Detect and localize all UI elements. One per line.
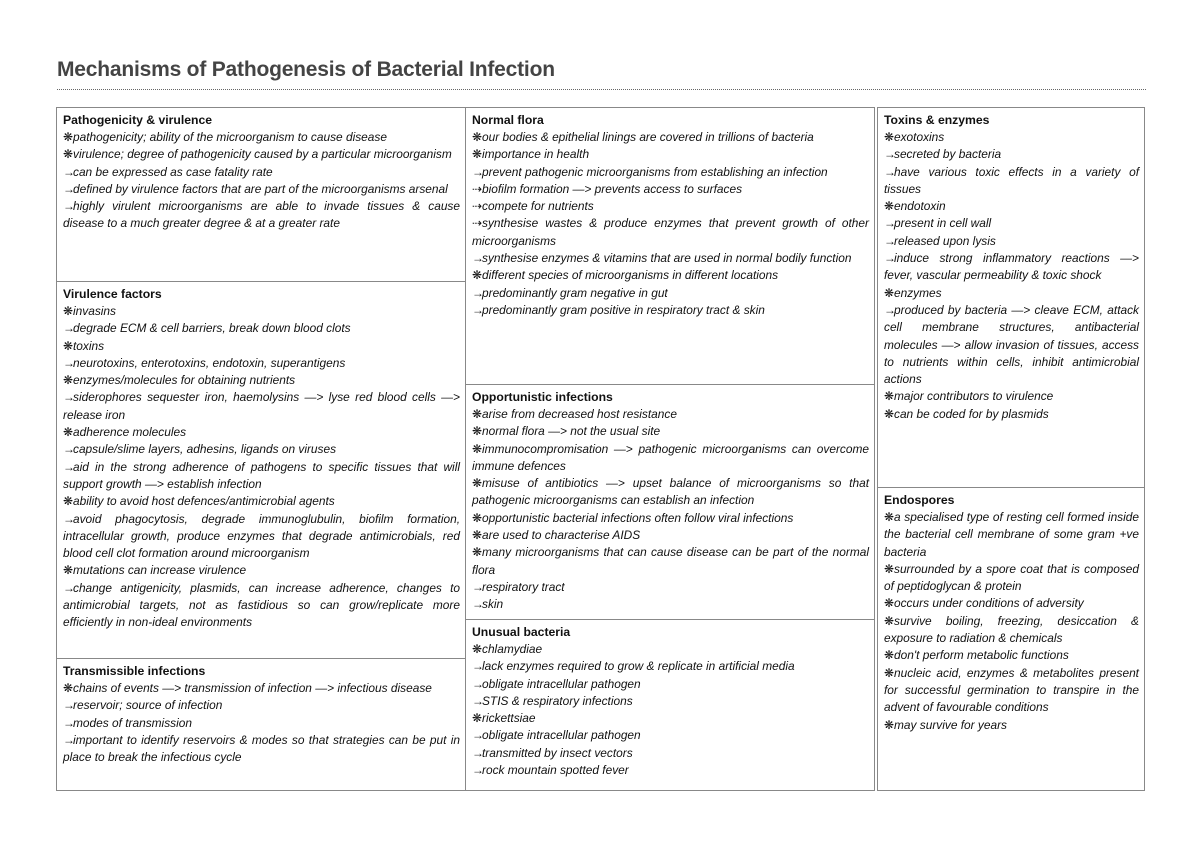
note-text: biofilm formation —> prevents access to surfaces — [482, 181, 743, 196]
arrow-icon: → — [472, 251, 484, 266]
note-text: skin — [482, 597, 504, 612]
note-line — [472, 641, 869, 658]
bullet-icon: ❋ — [472, 545, 482, 560]
arrow-icon: → — [472, 676, 484, 691]
note-line — [472, 198, 869, 215]
note-line — [63, 715, 460, 732]
note-text: adherence molecules — [73, 425, 187, 440]
note-line — [884, 595, 1139, 612]
note-text: a specialised type of resting cell formed inside the bacterial cell membrane of some gram +ve bacteria — [884, 510, 1139, 559]
page-title: Mechanisms of Pathogenesis of Bacterial Infection — [57, 58, 555, 81]
note-line — [63, 164, 460, 181]
note-line — [472, 693, 869, 710]
arrow-icon: → — [472, 164, 484, 179]
section-pathogenicity-virulence — [57, 108, 465, 281]
note-line — [63, 732, 460, 767]
section-endospores — [878, 487, 1144, 792]
bullet-icon: ❋ — [472, 642, 482, 656]
note-text: mutations can increase virulence — [73, 563, 247, 578]
bullet-icon: ❋ — [884, 717, 894, 732]
note-line — [472, 475, 869, 510]
bullet-icon: ❋ — [884, 561, 894, 576]
note-line — [63, 303, 460, 320]
note-text: transmitted by insect vectors — [482, 745, 633, 760]
note-line — [63, 424, 460, 441]
note-text: different species of microorganisms in different locations — [482, 268, 779, 283]
note-line — [472, 510, 869, 527]
bullet-icon: ❋ — [63, 130, 73, 144]
bullet-icon: ❋ — [63, 304, 73, 318]
arrow-icon: → — [884, 233, 896, 248]
note-text: virulence; degree of pathogenicity caused by a particular microorganism — [73, 147, 452, 162]
arrow-icon: → — [63, 715, 75, 730]
bullet-icon: ❋ — [472, 476, 482, 491]
note-line — [63, 146, 460, 163]
note-line — [63, 389, 460, 424]
note-text: don't perform metabolic functions — [894, 648, 1069, 663]
arrow-icon: → — [63, 580, 75, 595]
note-line — [472, 423, 869, 440]
arrow-icon: → — [472, 745, 484, 760]
note-line — [63, 320, 460, 337]
note-line — [63, 697, 460, 714]
section-heading: Pathogenicity & virulence — [63, 113, 212, 127]
note-text: rock mountain spotted fever — [482, 763, 629, 778]
note-text: degrade ECM & cell barriers, break down blood clots — [73, 321, 351, 336]
note-text: nucleic acid, enzymes & metabolites present for successful germination to transpire in the advent of favourable conditions — [884, 665, 1139, 715]
note-line — [472, 527, 869, 544]
note-text: prevent pathogenic microorganisms from establishing an infection — [482, 164, 828, 179]
bullet-icon: ❋ — [472, 711, 482, 726]
note-line — [884, 129, 1139, 146]
note-line — [472, 267, 869, 284]
note-line — [472, 710, 869, 727]
note-text: our bodies & epithelial linings are covered in trillions of bacteria — [482, 130, 814, 144]
bullet-icon: ❋ — [472, 407, 482, 421]
note-text: chlamydiae — [482, 642, 543, 656]
note-line — [884, 509, 1139, 561]
bullet-icon: ❋ — [884, 285, 894, 300]
arrow-icon: → — [472, 285, 484, 300]
arrow-icon: → — [472, 579, 484, 594]
bullet-icon: ❋ — [884, 406, 894, 421]
section-heading: Unusual bacteria — [472, 625, 571, 639]
bullet-icon: ❋ — [63, 425, 73, 440]
section-heading: Normal flora — [472, 113, 544, 127]
note-line — [472, 441, 869, 476]
note-text: ability to avoid host defences/antimicrobial agents — [73, 494, 335, 509]
bullet-icon: ❋ — [63, 373, 73, 388]
note-line — [63, 459, 460, 494]
note-text: are used to characterise AIDS — [482, 528, 641, 543]
note-line — [884, 215, 1139, 232]
section-virulence-factors — [57, 281, 465, 658]
arrow-icon: → — [63, 390, 75, 405]
section-unusual-bacteria — [466, 619, 874, 792]
note-line — [472, 596, 869, 613]
section-heading: Transmissible infections — [63, 664, 206, 678]
note-line — [884, 647, 1139, 664]
note-text: normal flora —> not the usual site — [482, 424, 661, 439]
bullet-icon: ❋ — [472, 268, 482, 283]
arrow-icon: → — [63, 732, 75, 747]
note-line — [63, 493, 460, 510]
note-line — [472, 762, 869, 779]
note-text: change antigenicity, plasmids, can increase adherence, changes to antimicrobial targets, not as fastidious so can grow/replicate more efficiently in non-ideal environments — [63, 580, 460, 630]
note-line — [472, 250, 869, 267]
note-line — [884, 613, 1139, 648]
bullet-icon: ❋ — [63, 494, 73, 509]
arrow-icon: → — [63, 442, 75, 457]
arrow-icon: → — [884, 164, 896, 179]
note-line — [884, 146, 1139, 163]
note-text: can be expressed as case fatality rate — [73, 164, 273, 179]
bullet-icon: ❋ — [884, 199, 894, 214]
note-text: predominantly gram positive in respiratory tract & skin — [482, 302, 765, 317]
arrow-icon: → — [63, 181, 75, 196]
bullet-icon: ❋ — [472, 424, 482, 439]
note-text: predominantly gram negative in gut — [482, 285, 668, 300]
note-line — [472, 215, 869, 250]
note-line — [63, 562, 460, 579]
note-line — [472, 579, 869, 596]
note-line — [884, 233, 1139, 250]
note-text: opportunistic bacterial infections often follow viral infections — [482, 510, 794, 525]
bullet-icon: ❋ — [884, 510, 894, 524]
note-text: importance in health — [482, 147, 590, 162]
note-text: toxins — [73, 338, 105, 353]
column-3 — [877, 107, 1145, 791]
note-line — [884, 388, 1139, 405]
column-2 — [465, 107, 875, 791]
note-line — [472, 285, 869, 302]
arrow-icon: ⇢ — [472, 181, 482, 196]
note-text: major contributors to virulence — [894, 389, 1054, 404]
note-line — [63, 511, 460, 563]
note-text: immunocompromisation —> pathogenic microorganisms can overcome immune defences — [472, 441, 869, 473]
note-text: synthesise wastes & produce enzymes that prevent growth of other microorganisms — [472, 216, 869, 248]
note-line — [472, 727, 869, 744]
arrow-icon: → — [63, 698, 75, 713]
note-line — [472, 658, 869, 675]
note-line — [472, 745, 869, 762]
note-line — [884, 561, 1139, 596]
note-line — [472, 676, 869, 693]
arrow-icon: → — [472, 302, 484, 317]
section-heading: Endospores — [884, 493, 955, 507]
arrow-icon: → — [472, 659, 484, 674]
bullet-icon: ❋ — [884, 613, 894, 628]
note-line — [472, 164, 869, 181]
note-line — [63, 181, 460, 198]
note-text: invasins — [73, 304, 116, 318]
note-line — [63, 129, 460, 146]
section-opportunistic-infections — [466, 384, 874, 619]
note-text: misuse of antibiotics —> upset balance of microorganisms so that pathogenic microorganisms can establish an infection — [472, 476, 869, 508]
arrow-icon: → — [472, 763, 484, 778]
note-text: released upon lysis — [894, 233, 996, 248]
arrow-icon: → — [63, 459, 75, 474]
note-line — [63, 441, 460, 458]
arrow-icon: → — [472, 693, 484, 708]
note-text: present in cell wall — [894, 216, 992, 231]
bullet-icon: ❋ — [884, 130, 894, 144]
bullet-icon: ❋ — [472, 528, 482, 543]
note-text: siderophores sequester iron, haemolysins —> lyse red blood cells —> release iron — [63, 390, 460, 422]
arrow-icon: → — [884, 147, 896, 162]
note-line — [63, 338, 460, 355]
note-text: modes of transmission — [73, 715, 192, 730]
arrow-icon: ⇢ — [472, 216, 482, 231]
section-normal-flora — [466, 108, 874, 384]
note-text: avoid phagocytosis, degrade immunoglubulin, biofilm formation, intracellular growth, produce enzymes that degrade antimicrobials, red blood cell clot formation around microorganism — [63, 511, 460, 561]
note-line — [884, 164, 1139, 199]
arrow-icon: → — [63, 164, 75, 179]
bullet-icon: ❋ — [63, 563, 73, 578]
note-line — [472, 302, 869, 319]
bullet-icon: ❋ — [472, 510, 482, 525]
bullet-icon: ❋ — [63, 681, 73, 695]
note-line — [63, 355, 460, 372]
note-line — [472, 181, 869, 198]
note-text: occurs under conditions of adversity — [894, 596, 1084, 611]
note-line — [884, 406, 1139, 423]
bullet-icon: ❋ — [884, 596, 894, 611]
arrow-icon: → — [63, 199, 75, 214]
note-text: produced by bacteria —> cleave ECM, attack cell membrane structures, antibacterial molecules —> allow invasion of tissues, access to nutrients within cells, inhibit antimicrobial actions — [884, 302, 1139, 387]
note-line — [63, 372, 460, 389]
note-line — [472, 146, 869, 163]
section-transmissible-infections — [57, 658, 465, 792]
note-line — [472, 406, 869, 423]
arrow-icon: → — [63, 355, 75, 370]
note-text: endotoxin — [894, 199, 946, 214]
note-text: can be coded for by plasmids — [894, 406, 1049, 421]
bullet-icon: ❋ — [472, 441, 482, 456]
note-text: defined by virulence factors that are part of the microorganisms arsenal — [73, 181, 448, 196]
title-divider — [57, 89, 1146, 90]
bullet-icon: ❋ — [63, 338, 73, 353]
note-text: have various toxic effects in a variety of tissues — [884, 164, 1139, 196]
arrow-icon: → — [63, 321, 75, 336]
section-heading: Toxins & enzymes — [884, 113, 990, 127]
note-line — [884, 717, 1139, 734]
bullet-icon: ❋ — [63, 147, 73, 162]
note-line — [63, 680, 460, 697]
section-heading: Virulence factors — [63, 287, 162, 301]
note-text: pathogenicity; ability of the microorganism to cause disease — [73, 130, 387, 144]
column-1 — [56, 107, 466, 791]
note-line — [884, 665, 1139, 717]
arrow-icon: → — [472, 728, 484, 743]
arrow-icon: → — [884, 251, 896, 266]
section-heading: Opportunistic infections — [472, 390, 613, 404]
note-text: may survive for years — [894, 717, 1007, 732]
note-text: STIS & respiratory infections — [482, 693, 633, 708]
note-text: arise from decreased host resistance — [482, 407, 677, 421]
note-text: aid in the strong adherence of pathogens to specific tissues that will support growth —> establish infection — [63, 459, 460, 491]
note-text: synthesise enzymes & vitamins that are used in normal bodily function — [482, 251, 852, 266]
note-line — [63, 198, 460, 233]
note-text: induce strong inflammatory reactions —> fever, vascular permeability & toxic shock — [884, 251, 1139, 283]
bullet-icon: ❋ — [884, 665, 894, 680]
note-text: chains of events —> transmission of infection —> infectious disease — [73, 681, 432, 695]
bullet-icon: ❋ — [884, 389, 894, 404]
note-line — [884, 302, 1139, 388]
note-text: obligate intracellular pathogen — [482, 728, 641, 743]
bullet-icon: ❋ — [472, 130, 482, 144]
note-text: exotoxins — [894, 130, 945, 144]
note-text: many microorganisms that can cause disease can be part of the normal flora — [472, 545, 869, 577]
bullet-icon: ❋ — [884, 648, 894, 663]
note-line — [884, 198, 1139, 215]
note-text: enzymes/molecules for obtaining nutrients — [73, 373, 296, 388]
note-text: reservoir; source of infection — [73, 698, 223, 713]
note-text: secreted by bacteria — [894, 147, 1002, 162]
note-line — [884, 285, 1139, 302]
arrow-icon: → — [63, 511, 75, 526]
arrow-icon: → — [884, 216, 896, 231]
note-text: neurotoxins, enterotoxins, endotoxin, superantigens — [73, 355, 346, 370]
note-text: capsule/slime layers, adhesins, ligands on viruses — [73, 442, 337, 457]
section-toxins-enzymes — [878, 108, 1144, 487]
note-text: surrounded by a spore coat that is composed of peptidoglycan & protein — [884, 561, 1139, 594]
note-text: rickettsiae — [482, 711, 536, 726]
note-text: enzymes — [894, 285, 942, 300]
note-line — [472, 544, 869, 579]
note-text: obligate intracellular pathogen — [482, 676, 641, 691]
note-text: respiratory tract — [482, 579, 565, 594]
bullet-icon: ❋ — [472, 147, 482, 162]
note-text: compete for nutrients — [482, 199, 594, 214]
arrow-icon: → — [472, 597, 484, 612]
note-text: important to identify reservoirs & modes so that strategies can be put in place to break the infectious cycle — [63, 732, 460, 765]
arrow-icon: → — [884, 302, 896, 317]
note-text: highly virulent microorganisms are able to invade tissues & cause disease to a much greater degree & at a greater rate — [63, 199, 460, 231]
arrow-icon: ⇢ — [472, 199, 482, 214]
note-text: lack enzymes required to grow & replicate in artificial media — [482, 659, 795, 674]
note-text: survive boiling, freezing, desiccation & exposure to radiation & chemicals — [884, 613, 1139, 646]
note-line — [472, 129, 869, 146]
note-line — [884, 250, 1139, 285]
note-line — [63, 580, 460, 632]
